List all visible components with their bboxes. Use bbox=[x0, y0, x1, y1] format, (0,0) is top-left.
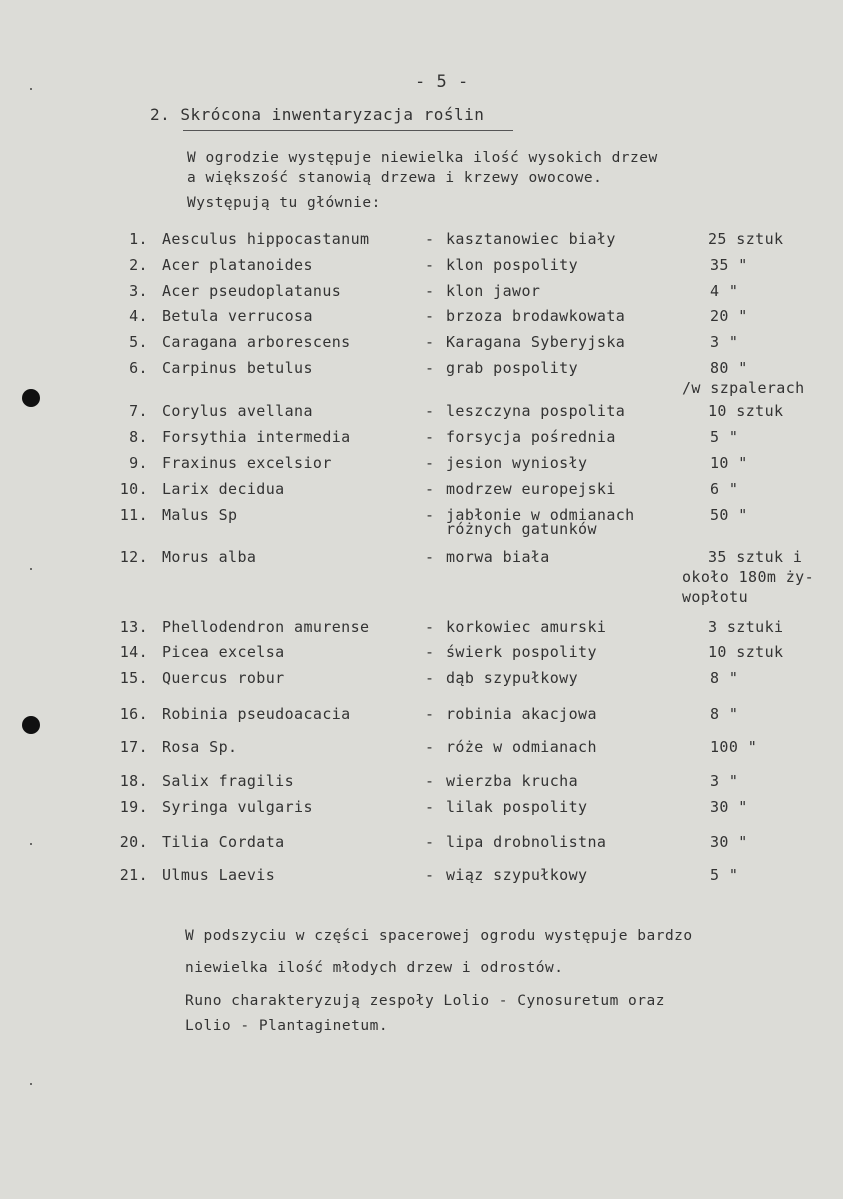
intro-line: W ogrodzie występuje niewielka ilość wysokich drzew bbox=[187, 150, 658, 166]
quantity: 3 " bbox=[710, 772, 739, 790]
dash-separator: - bbox=[425, 256, 435, 274]
latin-name: Aesculus hippocastanum bbox=[162, 230, 370, 248]
latin-name: Betula verrucosa bbox=[162, 307, 313, 325]
polish-name: wiąz szypułkowy bbox=[446, 866, 588, 884]
row-number: 16. bbox=[119, 705, 148, 723]
dash-separator: - bbox=[425, 548, 435, 566]
quantity: 5 " bbox=[710, 866, 739, 884]
quantity: 35 sztuk i bbox=[708, 548, 803, 566]
row-number: 21. bbox=[119, 866, 148, 884]
dash-separator: - bbox=[425, 359, 435, 377]
paper-speck bbox=[30, 568, 32, 570]
row-number: 10. bbox=[119, 480, 148, 498]
latin-name: Larix decidua bbox=[162, 480, 285, 498]
closing-line: Runo charakteryzują zespoły Lolio - Cynosuretum oraz bbox=[185, 993, 665, 1009]
polish-name: lilak pospolity bbox=[446, 798, 588, 816]
dash-separator: - bbox=[425, 333, 435, 351]
dash-separator: - bbox=[425, 428, 435, 446]
dash-separator: - bbox=[425, 669, 435, 687]
heading-underline bbox=[183, 130, 513, 131]
polish-name: korkowiec amurski bbox=[446, 618, 607, 636]
dash-separator: - bbox=[425, 480, 435, 498]
row-number: 12. bbox=[119, 548, 148, 566]
polish-name: modrzew europejski bbox=[446, 480, 616, 498]
polish-name: kasztanowiec biały bbox=[446, 230, 616, 248]
latin-name: Ulmus Laevis bbox=[162, 866, 276, 884]
latin-name: Quercus robur bbox=[162, 669, 285, 687]
latin-name: Tilia Cordata bbox=[162, 833, 285, 851]
polish-name: dąb szypułkowy bbox=[446, 669, 579, 687]
row-number: 9. bbox=[129, 454, 148, 472]
quantity: 6 " bbox=[710, 480, 739, 498]
row-number: 1. bbox=[129, 230, 148, 248]
latin-name: Robinia pseudoacacia bbox=[162, 705, 351, 723]
latin-name: Salix fragilis bbox=[162, 772, 295, 790]
row-number: 13. bbox=[119, 618, 148, 636]
latin-name: Caragana arborescens bbox=[162, 333, 351, 351]
dash-separator: - bbox=[425, 738, 435, 756]
dash-separator: - bbox=[425, 798, 435, 816]
quantity: 10 sztuk bbox=[708, 402, 784, 420]
quantity: 20 " bbox=[710, 307, 748, 325]
dash-separator: - bbox=[425, 772, 435, 790]
dash-separator: - bbox=[425, 230, 435, 248]
quantity-note: /w szpalerach bbox=[682, 379, 805, 397]
polish-name: grab pospolity bbox=[446, 359, 579, 377]
latin-name: Malus Sp bbox=[162, 506, 238, 524]
latin-name: Carpinus betulus bbox=[162, 359, 313, 377]
quantity: 35 " bbox=[710, 256, 748, 274]
quantity: 30 " bbox=[710, 833, 748, 851]
polish-name: robinia akacjowa bbox=[446, 705, 597, 723]
punch-hole bbox=[22, 716, 40, 734]
polish-name: jesion wyniosły bbox=[446, 454, 588, 472]
quantity: 3 sztuki bbox=[708, 618, 784, 636]
latin-name: Forsythia intermedia bbox=[162, 428, 351, 446]
quantity-note: wopłotu bbox=[682, 588, 749, 606]
intro-line: Występują tu głównie: bbox=[187, 195, 381, 211]
dash-separator: - bbox=[425, 618, 435, 636]
latin-name: Fraxinus excelsior bbox=[162, 454, 332, 472]
row-number: 7. bbox=[129, 402, 148, 420]
dash-separator: - bbox=[425, 643, 435, 661]
row-number: 8. bbox=[129, 428, 148, 446]
quantity: 25 sztuk bbox=[708, 230, 784, 248]
row-number: 20. bbox=[119, 833, 148, 851]
polish-name: forsycja pośrednia bbox=[446, 428, 616, 446]
dash-separator: - bbox=[425, 307, 435, 325]
dash-separator: - bbox=[425, 705, 435, 723]
row-number: 5. bbox=[129, 333, 148, 351]
polish-name: wierzba krucha bbox=[446, 772, 579, 790]
closing-line: niewielka ilość młodych drzew i odrostów. bbox=[185, 960, 564, 976]
punch-hole bbox=[22, 389, 40, 407]
quantity: 10 " bbox=[710, 454, 748, 472]
polish-name: brzoza brodawkowata bbox=[446, 307, 626, 325]
paper-speck bbox=[30, 1083, 32, 1085]
closing-line: Lolio - Plantaginetum. bbox=[185, 1018, 389, 1034]
quantity-note: około 180m ży- bbox=[682, 568, 815, 586]
paper-speck bbox=[30, 88, 32, 90]
quantity: 5 " bbox=[710, 428, 739, 446]
row-number: 3. bbox=[129, 282, 148, 300]
polish-name: lipa drobnolistna bbox=[446, 833, 607, 851]
polish-name: róże w odmianach bbox=[446, 738, 597, 756]
dash-separator: - bbox=[425, 833, 435, 851]
quantity: 4 " bbox=[710, 282, 739, 300]
polish-name: świerk pospolity bbox=[446, 643, 597, 661]
row-number: 19. bbox=[119, 798, 148, 816]
polish-name-continued: różnych gatunków bbox=[446, 520, 597, 538]
quantity: 50 " bbox=[710, 506, 748, 524]
row-number: 15. bbox=[119, 669, 148, 687]
closing-line: W podszyciu w części spacerowej ogrodu występuje bardzo bbox=[185, 928, 693, 944]
polish-name: klon pospolity bbox=[446, 256, 579, 274]
latin-name: Syringa vulgaris bbox=[162, 798, 313, 816]
latin-name: Morus alba bbox=[162, 548, 257, 566]
dash-separator: - bbox=[425, 402, 435, 420]
latin-name: Corylus avellana bbox=[162, 402, 313, 420]
polish-name: morwa biała bbox=[446, 548, 550, 566]
row-number: 17. bbox=[119, 738, 148, 756]
latin-name: Rosa Sp. bbox=[162, 738, 238, 756]
polish-name: jabłonie w odmianach bbox=[446, 506, 635, 524]
polish-name: leszczyna pospolita bbox=[446, 402, 626, 420]
paper-speck bbox=[30, 843, 32, 845]
polish-name: klon jawor bbox=[446, 282, 541, 300]
quantity: 80 " bbox=[710, 359, 748, 377]
quantity: 8 " bbox=[710, 705, 739, 723]
latin-name: Picea excelsa bbox=[162, 643, 285, 661]
polish-name: Karagana Syberyjska bbox=[446, 333, 626, 351]
quantity: 30 " bbox=[710, 798, 748, 816]
page-number: - 5 - bbox=[415, 72, 469, 92]
quantity: 100 " bbox=[710, 738, 758, 756]
latin-name: Phellodendron amurense bbox=[162, 618, 370, 636]
row-number: 2. bbox=[129, 256, 148, 274]
row-number: 6. bbox=[129, 359, 148, 377]
dash-separator: - bbox=[425, 454, 435, 472]
intro-line: a większość stanowią drzewa i krzewy owocowe. bbox=[187, 170, 603, 186]
row-number: 14. bbox=[119, 643, 148, 661]
row-number: 4. bbox=[129, 307, 148, 325]
quantity: 10 sztuk bbox=[708, 643, 784, 661]
quantity: 3 " bbox=[710, 333, 739, 351]
section-heading: 2. Skrócona inwentaryzacja roślin bbox=[150, 105, 485, 124]
dash-separator: - bbox=[425, 506, 435, 524]
row-number: 11. bbox=[119, 506, 148, 524]
dash-separator: - bbox=[425, 282, 435, 300]
dash-separator: - bbox=[425, 866, 435, 884]
row-number: 18. bbox=[119, 772, 148, 790]
latin-name: Acer platanoides bbox=[162, 256, 313, 274]
latin-name: Acer pseudoplatanus bbox=[162, 282, 342, 300]
quantity: 8 " bbox=[710, 669, 739, 687]
